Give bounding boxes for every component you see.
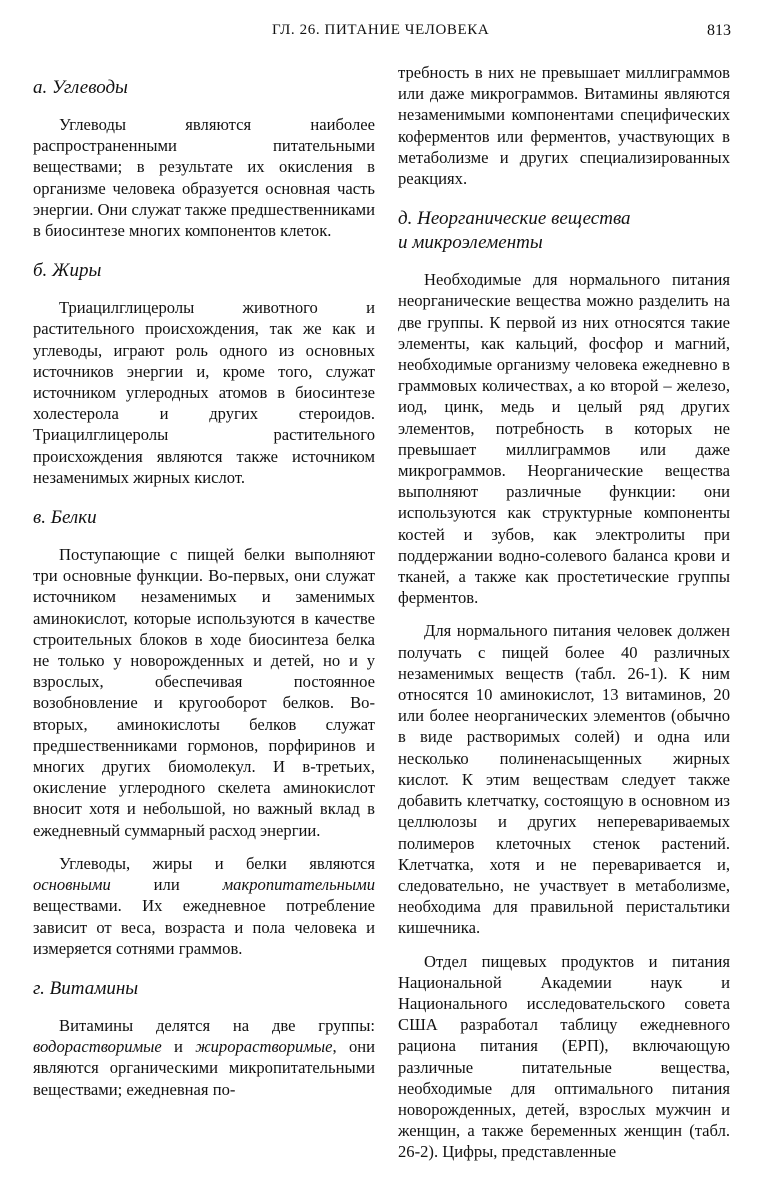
italic-term-basic: основными: [33, 875, 111, 895]
page-number: 813: [707, 22, 731, 39]
italic-term-water-soluble: водорастворимые: [33, 1037, 162, 1057]
section-heading-vitamins: г. Витамины: [33, 977, 139, 999]
right-column: [398, 62, 730, 1175]
minerals-paragraph-1: Необходимые для нормального питания неорганические вещества можно разделить на две группы. К первой из них относятся такие элементы, как кальций, фосфор и магний, необходимые организму человека ежедневно в граммовых количествах, а ко второй – железо, иод, цинк, медь и целый ряд других элементов, потребность в которых не превышает миллиграммов или даже микрограммов. Неорганические вещества выполняют различные функции: они используются как структурные компоненты костей и зубов, как электролиты при поддержании водно-солевого баланса крови и тканей, а также как простетические группы ферментов.: [398, 270, 730, 608]
heading-line: и микроэлементы: [398, 232, 543, 254]
left-column: [33, 62, 375, 1112]
text-run: Витамины делятся на две группы:: [59, 1015, 375, 1035]
vitamins-paragraph: [33, 1015, 375, 1100]
minerals-paragraph-2: Для нормального питания человек должен получать с пищей более 40 различных незаменимых веществ (табл. 26-1). К ним относятся 10 аминокислот, 13 витаминов, 20 или более неорганических элементов (обычно в виде растворимых солей) и одна или несколько полиненасыщенных жирных кислот. К этим веществам следует также добавить клетчатку, состоящую в основном из целлюлозы и других неперевариваемых полимеров клеточных стенок растений. Клетчатка, хотя и не переваривается и, следовательно, не участвует в метаболизме, необходима для правильной перистальтики кишечника.: [398, 621, 730, 938]
text-run: веществами. Их ежедневное потребление зависит от веса, возраста и пола человека и измеряется сотнями граммов.: [33, 896, 375, 958]
italic-term-fat-soluble: жирорастворимые: [195, 1037, 333, 1057]
proteins-paragraph-2: [33, 853, 375, 959]
fats-paragraph: Триацилглицеролы животного и растительного происхождения, так же как и углеводы, играют роль одного из основных источников энергии и, кроме того, служат источником углеродных атомов в биосинтезе холестерола и других стероидов. Триацилглицеролы растительного происхождения являются также источником незаменимых жирных кислот.: [33, 298, 375, 487]
text-run: и: [161, 1037, 196, 1057]
section-heading-fats: б. Жиры: [33, 260, 102, 282]
chapter-title: ГЛ. 26. ПИТАНИЕ ЧЕЛОВЕКА: [272, 22, 490, 38]
minerals-paragraph-3: Отдел пищевых продуктов и питания Национальной Академии наук и Национального исследовательского совета США разработал таблицу ежедневного рациона питания (ЕРП), включающую различные питательные вещества, необходимые для оптимального питания новорожденных, детей, взрослых мужчин и женщин, а также беременных женщин (табл. 26-2). Цифры, представленные: [398, 951, 730, 1162]
section-heading-carbohydrates: а. Углеводы: [33, 77, 128, 98]
running-head: [0, 22, 773, 44]
proteins-paragraph-1: Поступающие с пищей белки выполняют три основные функции. Во-первых, они служат источником незаменимых и заменимых аминокислот, которые используются в качестве строительных блоков в ходе биосинтеза белка не только у новорожденных и детей, но и у взрослых, обеспечивая постоянное возобновление и кругооборот белков. Во-вторых, аминокислоты белков служат предшественниками гормонов, порфиринов и многих других биомолекул. И в-третьих, окисление углеродного скелета аминокислот вносит хотя и небольшой, но важный вклад в ежедневный суммарный расход энергии.: [33, 545, 375, 840]
section-heading-minerals: [398, 207, 730, 255]
carbohydrates-paragraph: Углеводы являются наиболее распространенными питательными веществами; в результате их окисления в организме человека образуется основная часть энергии. Они служат также предшественниками в биосинтезе многих компонентов клеток.: [33, 115, 375, 241]
text-run: или: [110, 875, 223, 895]
vitamins-paragraph-continued: требность в них не превышает миллиграммов или даже микрограммов. Витамины являются незаменимыми компонентами специфических коферментов или ферментов, участвующих в метаболизме и других специализированных реакциях.: [398, 63, 730, 189]
section-heading-proteins: в. Белки: [33, 507, 97, 529]
heading-line: д. Неорганические вещества: [398, 208, 631, 230]
text-run: , они являются органическими микропитательными веществами; ежедневная по-: [33, 1037, 376, 1099]
text-run: Углеводы, жиры и белки являются: [59, 853, 375, 873]
italic-term-macronutrient: макропитательными: [222, 875, 375, 895]
